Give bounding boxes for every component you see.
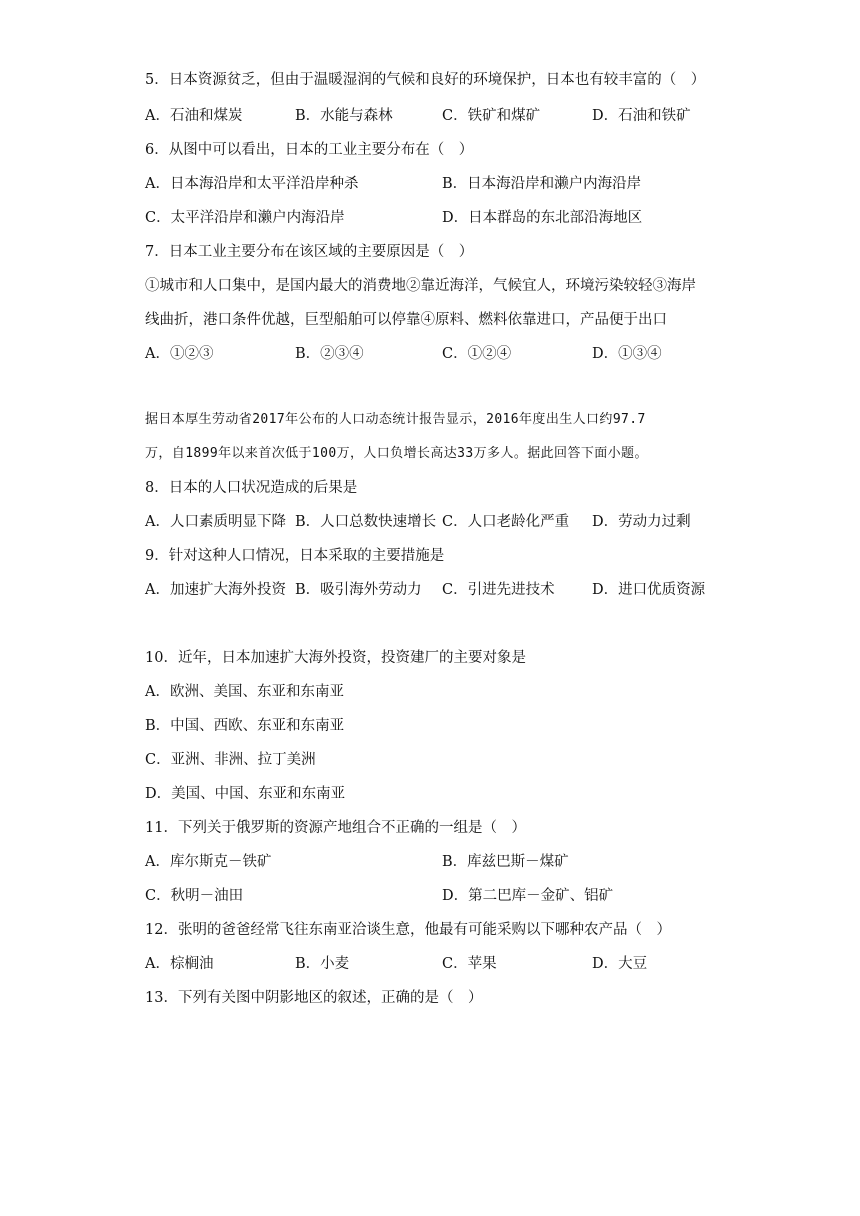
- q9-option-b[interactable]: B．吸引海外劳动力: [295, 582, 422, 598]
- q5-option-d[interactable]: D．石油和铁矿: [592, 108, 691, 124]
- q11-option-d[interactable]: D．第二巴库－金矿、铝矿: [442, 888, 614, 904]
- q6-option-b[interactable]: B．日本海沿岸和濑户内海沿岸: [442, 176, 642, 192]
- q12-option-a[interactable]: A．棕榈油: [145, 956, 214, 972]
- q8-option-d[interactable]: D．劳动力过剩: [592, 514, 691, 530]
- q6-option-d[interactable]: D．日本群岛的东北部沿海地区: [442, 210, 643, 226]
- q12-option-b[interactable]: B．小麦: [295, 956, 350, 972]
- q11-option-a[interactable]: A．库尔斯克－铁矿: [145, 854, 272, 870]
- q10-option-d[interactable]: D．美国、中国、东亚和东南亚: [145, 786, 346, 802]
- q8-option-a[interactable]: A．人口素质明显下降: [145, 514, 286, 530]
- q5-stem: 5．日本资源贫乏，但由于温暖湿润的气候和良好的环境保护，日本也有较丰富的（ ）: [145, 72, 706, 88]
- q7-option-c[interactable]: C．①②④: [442, 346, 512, 362]
- q7-body-line1: ①城市和人口集中，是国内最大的消费地②靠近海洋，气候宜人，环境污染较轻③海岸: [145, 278, 696, 294]
- q8-stem: 8．日本的人口状况造成的后果是: [145, 480, 358, 496]
- q10-option-a[interactable]: A．欧洲、美国、东亚和东南亚: [145, 684, 344, 700]
- q12-option-d[interactable]: D．大豆: [592, 956, 648, 972]
- q8-option-b[interactable]: B．人口总数快速增长: [295, 514, 437, 530]
- q6-option-a[interactable]: A．日本海沿岸和太平洋沿岸种杀: [145, 176, 359, 192]
- q9-option-a[interactable]: A．加速扩大海外投资: [145, 582, 286, 598]
- q6-option-c[interactable]: C．太平洋沿岸和濑户内海沿岸: [145, 210, 345, 226]
- q7-stem: 7．日本工业主要分布在该区域的主要原因是（ ）: [145, 244, 474, 260]
- q8-option-c[interactable]: C．人口老龄化严重: [442, 514, 570, 530]
- q12-option-c[interactable]: C．苹果: [442, 956, 497, 972]
- q10-option-c[interactable]: C．亚洲、非洲、拉丁美洲: [145, 752, 316, 768]
- q6-stem: 6．从图中可以看出，日本的工业主要分布在（ ）: [145, 142, 474, 158]
- q5-option-a[interactable]: A．石油和煤炭: [145, 108, 243, 124]
- q9-stem: 9．针对这种人口情况，日本采取的主要措施是: [145, 548, 445, 564]
- q10-option-b[interactable]: B．中国、西欧、东亚和东南亚: [145, 718, 345, 734]
- q10-stem: 10．近年，日本加速扩大海外投资，投资建厂的主要对象是: [145, 650, 526, 666]
- q11-option-b[interactable]: B．库兹巴斯－煤矿: [442, 854, 569, 870]
- q13-stem: 13．下列有关图中阴影地区的叙述，正确的是（ ）: [145, 990, 483, 1006]
- q9-option-c[interactable]: C．引进先进技术: [442, 582, 555, 598]
- passage-line1: 据日本厚生劳动省2017年公布的人口动态统计报告显示，2016年度出生人口约97.7: [145, 412, 646, 427]
- q7-body-line2: 线曲折，港口条件优越，巨型船舶可以停靠④原料、燃料依靠进口，产品便于出口: [145, 312, 667, 328]
- passage-line2: 万，自1899年以来首次低于100万，人口负增长高达33万多人。据此回答下面小题。: [145, 446, 648, 461]
- q5-option-b[interactable]: B．水能与森林: [295, 108, 393, 124]
- q7-option-b[interactable]: B．②③④: [295, 346, 364, 362]
- q11-stem: 11．下列关于俄罗斯的资源产地组合不正确的一组是（ ）: [145, 820, 526, 836]
- q7-option-d[interactable]: D．①③④: [592, 346, 662, 362]
- q12-stem: 12．张明的爸爸经常飞往东南亚洽谈生意，他最有可能采购以下哪种农产品（ ）: [145, 922, 671, 938]
- q5-option-c[interactable]: C．铁矿和煤矿: [442, 108, 541, 124]
- q11-option-c[interactable]: C．秋明－油田: [145, 888, 244, 904]
- q7-option-a[interactable]: A．①②③: [145, 346, 214, 362]
- q9-option-d[interactable]: D．进口优质资源: [592, 582, 706, 598]
